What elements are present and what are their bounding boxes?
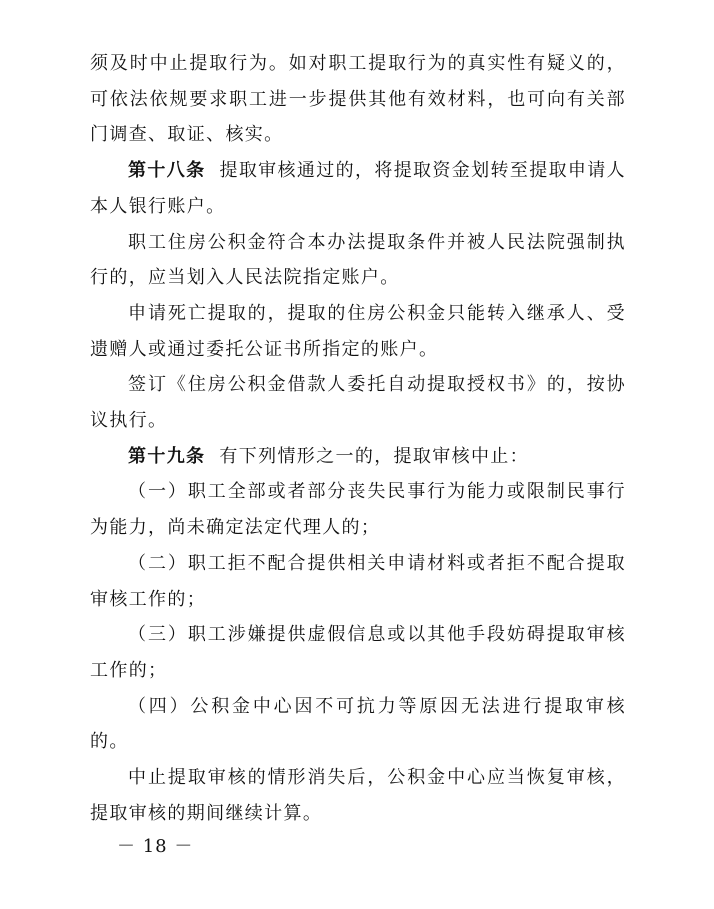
paragraph-text: 中止提取审核的情形消失后，公积金中心应当恢复审核，提取审核的期间继续计算。: [90, 767, 626, 824]
condition-text: （三）职工涉嫌提供虚假信息或以其他手段妨碍提取审核工作的；: [90, 624, 626, 681]
paragraph-text: 申请死亡提取的，提取的住房公积金只能转入继承人、受遗赠人或通过委托公证书所指定的账户。: [90, 302, 626, 360]
document-body: [90, 46, 626, 831]
paragraph-text: 职工住房公积金符合本办法提取条件并被人民法院强制执行的，应当划入人民法院指定账户。: [90, 231, 626, 289]
article-18-paragraph: [90, 153, 626, 224]
article-19-text: 有下列情形之一的，提取审核中止：: [219, 445, 530, 467]
paragraph-text: 须及时中止提取行为。如对职工提取行为的真实性有疑义的，可依法依规要求职工进一步提供其他有效材料，也可向有关部门调查、取证、核实。: [90, 53, 626, 146]
court-enforcement-paragraph: [90, 225, 626, 296]
condition-item-4: [90, 689, 626, 760]
page-number: － 18 －: [117, 836, 194, 857]
article-19-title: 第十九条: [128, 445, 206, 467]
resume-review-paragraph: [90, 760, 626, 831]
condition-item-2: [90, 546, 626, 617]
condition-text: （一）职工全部或者部分丧失民事行为能力或限制民事行为能力，尚未确定法定代理人的；: [90, 481, 626, 539]
authorization-paragraph: [90, 367, 626, 438]
condition-text: （四）公积金中心因不可抗力等原因无法进行提取审核的。: [90, 695, 626, 753]
article-19-paragraph: [90, 439, 626, 475]
condition-item-1: [90, 474, 626, 545]
condition-text: （二）职工拒不配合提供相关申请材料或者拒不配合提取审核工作的；: [90, 552, 626, 610]
death-withdrawal-paragraph: [90, 296, 626, 367]
paragraph-text: 签订《住房公积金借款人委托自动提取授权书》的，按协议执行。: [90, 374, 626, 432]
condition-item-3: [90, 617, 626, 688]
article-18-text: 提取审核通过的，将提取资金划转至提取申请人本人银行账户。: [90, 160, 626, 217]
paragraph-continuation: [90, 46, 626, 153]
article-18-title: 第十八条: [128, 160, 206, 182]
